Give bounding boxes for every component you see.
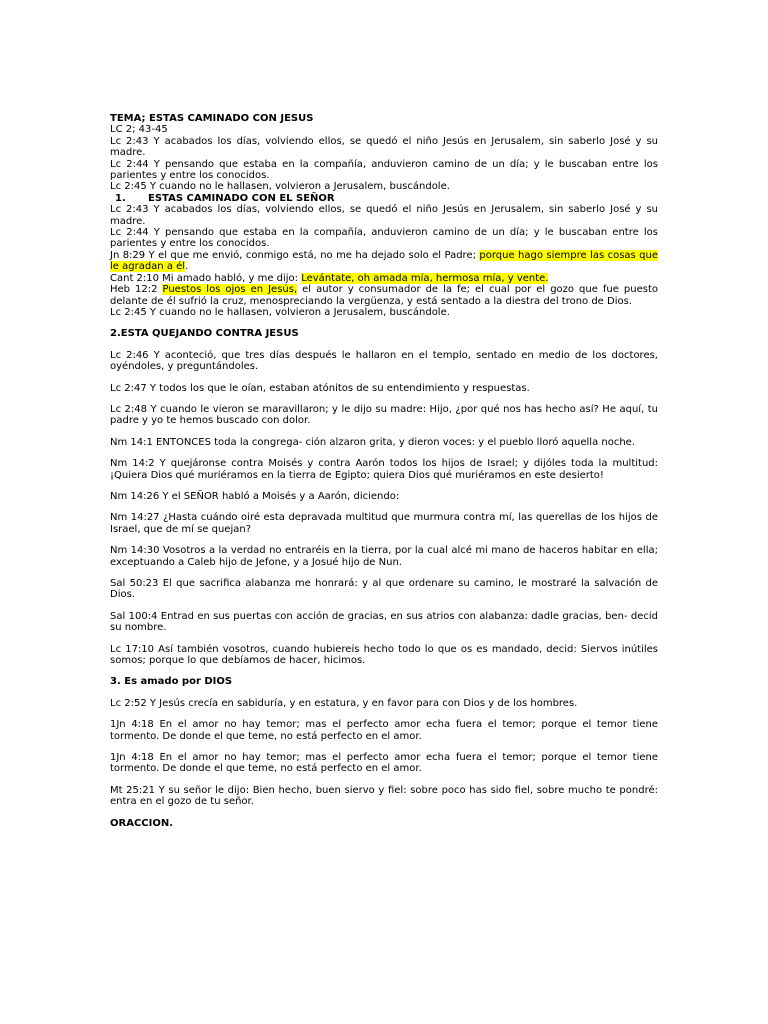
document-title: TEMA; ESTAS CAMINADO CON JESUS [110,113,314,124]
verse-text: . [185,261,189,273]
scripture-reference: LC 2; 43-45 [110,124,168,136]
document-page [110,113,658,829]
closing-heading: ORACCION. [110,817,174,829]
section-3-heading: 3. Es amado por DIOS [110,676,233,688]
verse-paragraph: Lc 17:10 Así también vosotros, cuando hubiereis hecho todo lo que os es mandado, decid: Siervos inútiles somos; porque lo que debíamos de hacer, hicimos. [110,643,658,667]
section-heading-text: ESTAS CAMINADO CON EL SEÑOR [148,192,335,204]
verse-paragraph [110,273,658,284]
highlighted-text: Levántate, oh amada mía, hermosa mía, y vente. [301,272,549,284]
verse-paragraph: Lc 2:52 Y Jesús crecía en sabiduría, y en estatura, y en favor para con Dios y de los hombres. [110,697,578,709]
verse-paragraph: Nm 14:27 ¿Hasta cuándo oiré esta depravada multitud que murmura contra mí, las querellas de los hijos de Israel, que de mí se quejan? [110,512,658,535]
verse-paragraph: Sal 50:23 El que sacrifica alabanza me honrará: y al que ordenare su camino, le mostraré la salvación de Dios. [110,578,658,601]
verse-paragraph: Sal 100:4 Entrad en sus puertas con acción de gracias, en sus atrios con alabanza: dadle gracias, ben- decid su nombre. [110,610,658,634]
verse-paragraph: Lc 2:45 Y cuando no le hallasen, volvieron a Jerusalem, buscándole. [110,181,450,193]
verse-paragraph: Lc 2:46 Y aconteció, que tres días después le hallaron en el templo, sentado en medio de los doctores, oyéndoles, y preguntándoles. [110,349,658,373]
verse-paragraph: Mt 25:21 Y su señor le dijo: Bien hecho, buen siervo y fiel: sobre poco has sido fiel, sobre mucho te pondré: entra en el gozo de tu señor. [110,784,658,808]
verse-paragraph: Lc 2:43 Y acabados los días, volviendo ellos, se quedó el niño Jesús en Jerusalem, sin saberlo José y su madre. [110,135,658,159]
verse-paragraph: Lc 2:47 Y todos los que le oían, estaban atónitos de su entendimiento y respuestas. [110,382,530,394]
verse-paragraph [110,250,658,273]
verse-paragraph: Lc 2:48 Y cuando le vieron se maravillaron; y le dijo su madre: Hijo, ¿por qué nos has hecho así? He aquí, tu padre y yo te hemos buscado con dolor. [110,403,658,427]
highlighted-text: porque hago siempre las cosas que le agradan a él [110,249,658,273]
verse-paragraph: Nm 14:2 Y quejáronse contra Moisés y contra Aarón todos los hijos de Israel; y dijóles toda la multitud: ¡Quiera Dios qué muriéramos en la tierra de Egipto; quiera Dios qué muriéramos en este desierto! [110,458,658,481]
verse-text: el autor y consumador de la fe; el cual por el gozo que fue puesto delante de él sufrió la cruz, menospreciando la vergüenza, y está sentado a la diestra del trono de Dios. [110,284,658,307]
verse-paragraph: 1Jn 4:18 En el amor no hay temor; mas el perfecto amor echa fuera el temor; porque el temor tiene tormento. De donde el que teme, no está perfecto en el amor. [110,752,658,775]
verse-text: Cant 2:10 Mi amado habló, y me dijo: [110,272,302,284]
section-1-heading [110,193,658,204]
section-number: 1. [115,192,126,204]
verse-paragraph [110,284,658,307]
verse-text: Jn 8:29 Y el que me envió, conmigo está, no me ha dejado solo el Padre; [110,249,480,261]
section-2-heading: 2.ESTA QUEJANDO CONTRA JESUS [110,328,299,340]
verse-paragraph: Lc 2:44 Y pensando que estaba en la compañía, anduvieron camino de un día; y le buscaban entre los parientes y entre los conocidos. [110,158,658,182]
verse-paragraph: Lc 2:43 Y acabados los días, volviendo ellos, se quedó el niño Jesús en Jerusalem, sin saberlo José y su madre. [110,204,658,227]
verse-paragraph: Nm 14:1 ENTONCES toda la congrega- ción alzaron grita, y dieron voces: y el pueblo lloró aquella noche. [110,436,635,448]
verse-text: Heb 12:2 [110,284,163,296]
verse-paragraph: Lc 2:44 Y pensando que estaba en la compañía, anduvieron camino de un día; y le buscaban entre los parientes y entre los conocidos. [110,227,658,250]
verse-paragraph: Lc 2:45 Y cuando no le hallasen, volvieron a Jerusalem, buscándole. [110,306,450,318]
verse-paragraph: Nm 14:30 Vosotros a la verdad no entraréis en la tierra, por la cual alcé mi mano de haceros habitar en ella; exceptuando a Caleb hijo de Jefone, y a Josué hijo de Nun. [110,545,658,568]
highlighted-text: Puestos los ojos en Jesús, [162,284,298,296]
verse-paragraph: Nm 14:26 Y el SEÑOR habló a Moisés y a Aarón, diciendo: [110,490,400,502]
verse-paragraph: 1Jn 4:18 En el amor no hay temor; mas el perfecto amor echa fuera el temor; porque el temor tiene tormento. De donde el que teme, no está perfecto en el amor. [110,719,658,742]
